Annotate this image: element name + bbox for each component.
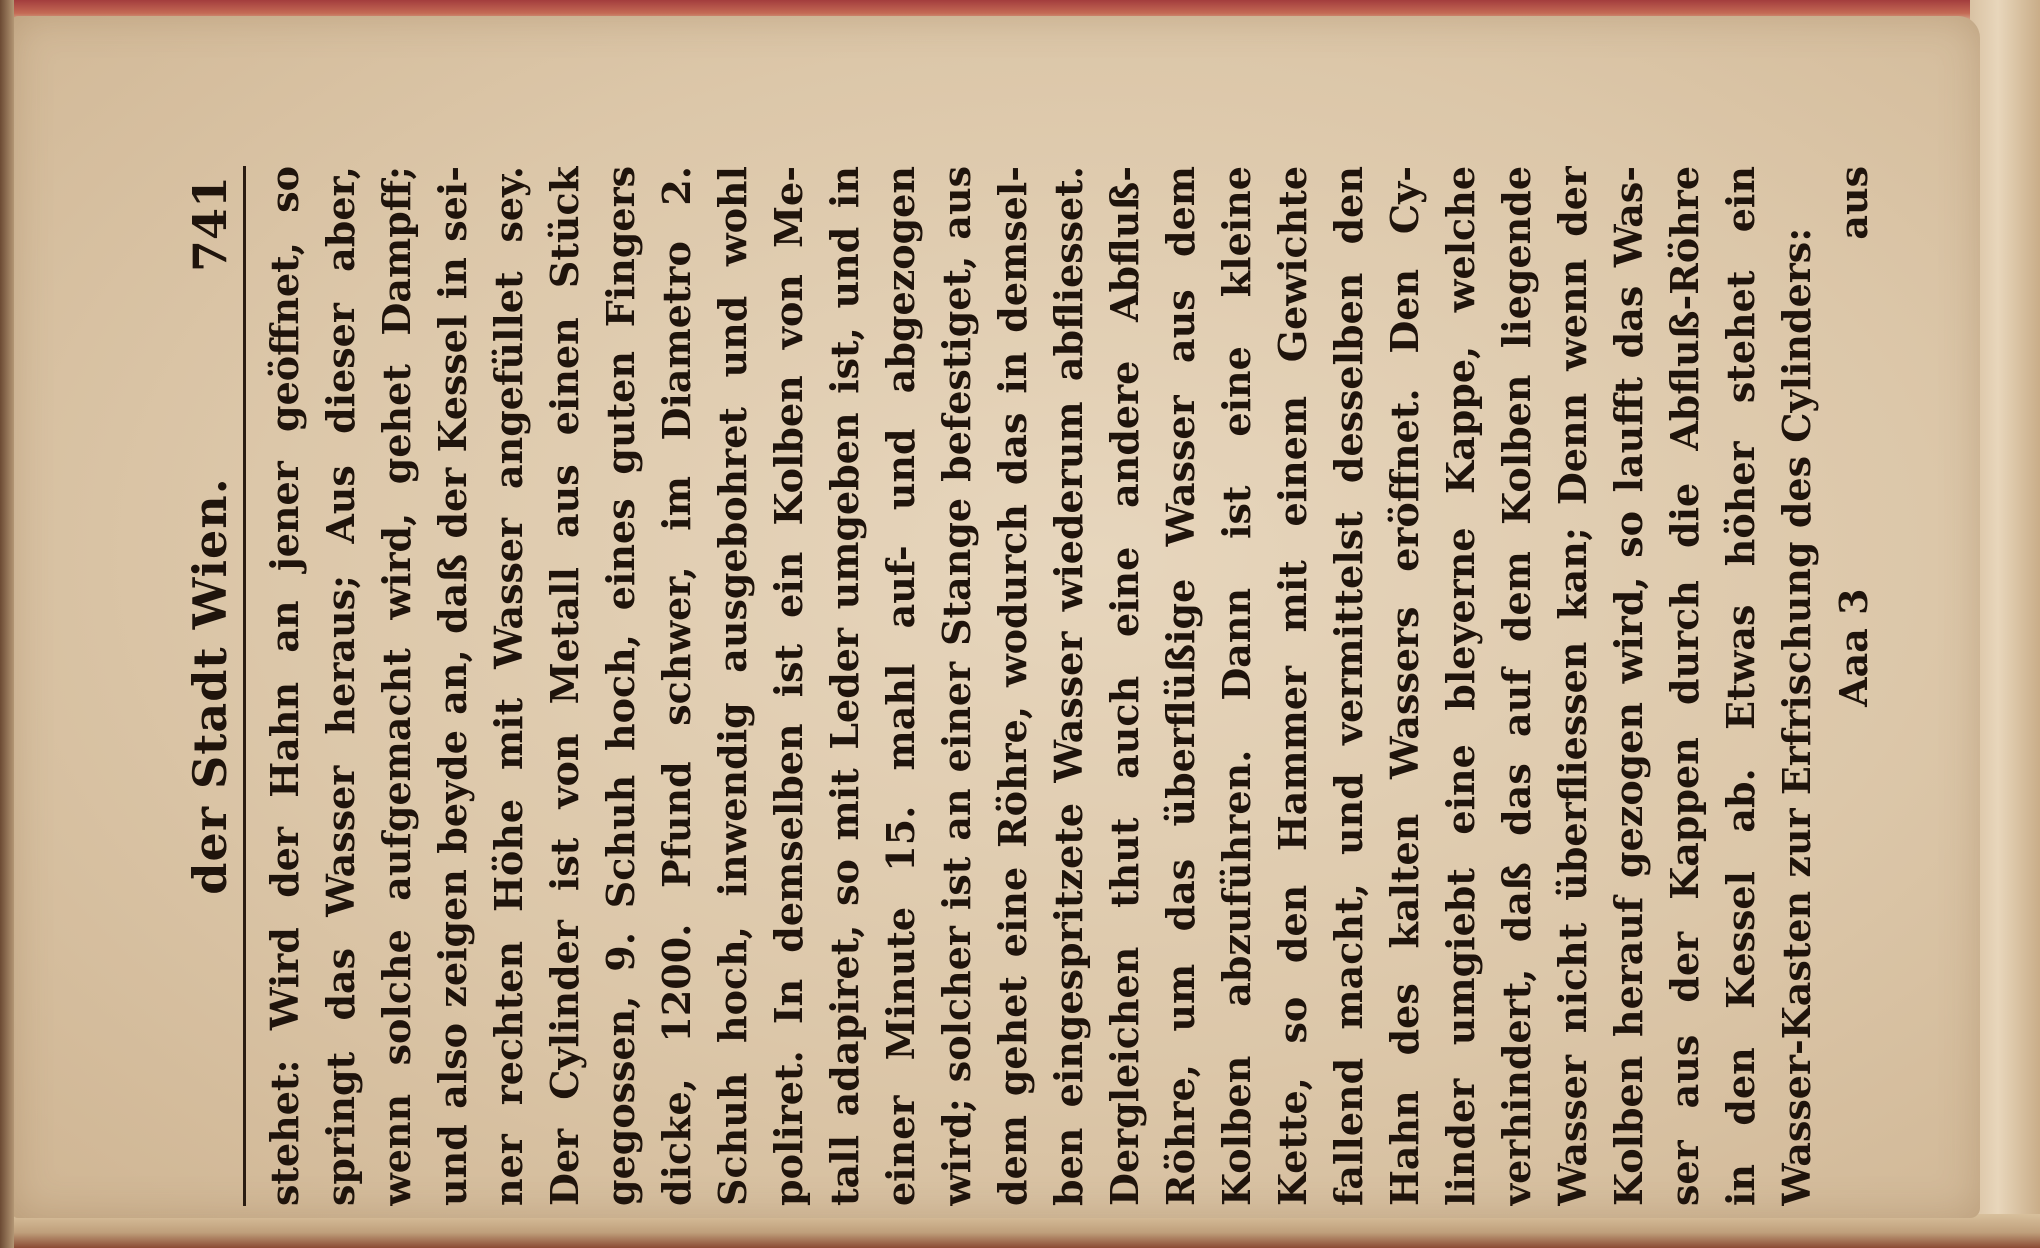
text-line: gegossen, 9. Schuh hoch, eines guten Fingers	[598, 166, 643, 1206]
text-line: Röhre, um das überflüßige Wasser aus dem	[1158, 166, 1203, 1206]
book-gutter	[0, 0, 14, 1248]
text-line: Wasser-Kasten zur Erfrischung des Cylinders:	[1774, 227, 1819, 1206]
text-line: Kolben abzuführen. Dann ist eine kleine	[1214, 166, 1259, 1206]
text-line: linder umgiebt eine bleyerne Kappe, welche	[1438, 166, 1483, 1206]
signature-mark: Aaa 3	[1831, 588, 1876, 707]
text-line: stehet: Wird der Hahn an jener geöffnet, so	[262, 166, 307, 1206]
text-line: poliret. In demselben ist ein Kolben von Me-	[766, 166, 811, 1206]
text-line: Kette, so den Hammer mit einem Gewichte	[1270, 166, 1315, 1206]
text-line: ner rechten Höhe mit Wasser angefüllet sey.	[486, 166, 531, 1206]
page-stack-side-edge	[1970, 0, 2040, 1248]
text-line: Dergleichen thut auch eine andere Abfluß-	[1102, 166, 1147, 1206]
page-header	[177, 166, 247, 1206]
page-footer	[1825, 166, 1883, 1206]
text-line: tall adapiret, so mit Leder umgeben ist, und in	[822, 166, 867, 1206]
header-rule	[243, 166, 246, 1206]
text-line: Der Cylinder ist von Metall aus einen Stück	[542, 166, 587, 1206]
text-line: dem gehet eine Röhre, wodurch das in demsel-	[990, 166, 1035, 1206]
text-line: in den Kessel ab. Etwas höher stehet ein	[1718, 166, 1763, 1206]
text-line: verhindert, daß das auf dem Kolben liegende	[1494, 166, 1539, 1206]
text-line: ben eingespritzete Wasser wiederum abfliesset.	[1046, 166, 1091, 1206]
text-line: springt das Wasser heraus; Aus dieser aber,	[318, 166, 363, 1206]
text-line: Schuh hoch, inwendig ausgebohret und wohl	[710, 166, 755, 1206]
text-line: wird; solcher ist an einer Stange befestiget, aus	[934, 166, 979, 1206]
text-line: wenn solche aufgemacht wird, gehet Dampff;	[374, 166, 419, 1206]
page-number: 741	[183, 176, 237, 273]
text-line: Kolben herauf gezogen wird, so laufft das Was-	[1606, 166, 1651, 1206]
catchword: aus	[1831, 166, 1876, 240]
text-line: und also zeigen beyde an, daß der Kessel in sei-	[430, 166, 475, 1206]
book-page	[12, 16, 1980, 1218]
page-stack-bottom-edge	[0, 1214, 2040, 1248]
text-line: Wasser nicht überfliessen kan; Denn wenn der	[1550, 166, 1595, 1206]
text-line: fallend macht, und vermittelst desselben den	[1326, 166, 1371, 1206]
text-line: dicke, 1200. Pfund schwer, im Diametro 2.	[654, 166, 699, 1206]
text-line: Hahn des kalten Wassers eröffnet. Den Cy-	[1382, 166, 1427, 1206]
body-text	[257, 166, 1883, 1206]
text-line: ser aus der Kappen durch die Abfluß-Röhre	[1662, 166, 1707, 1206]
text-line: einer Minute 15. mahl auf- und abgezogen	[878, 166, 923, 1206]
text-block	[177, 166, 1917, 1206]
running-title: der Stadt Wien.	[183, 477, 237, 895]
